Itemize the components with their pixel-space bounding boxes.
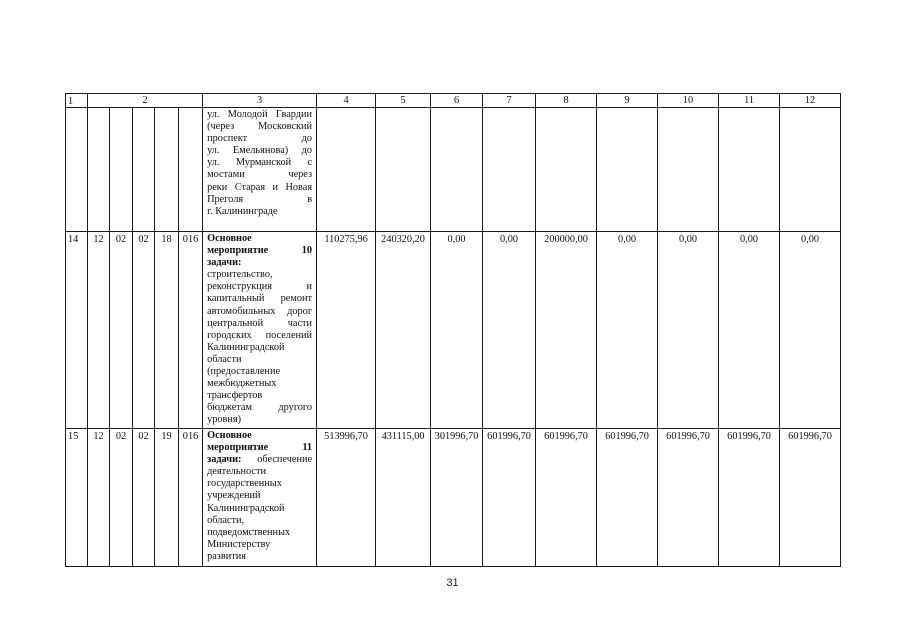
description-line: ул. Молодой Гвардии	[207, 109, 313, 120]
code-cell	[110, 108, 133, 232]
description-line: развития	[207, 550, 246, 562]
amount-cell: 601996,70	[597, 429, 658, 567]
description-line: капитальный ремонт	[207, 293, 313, 305]
header-cell: 3	[203, 94, 317, 108]
description-title-line: мероприятие 10	[207, 245, 313, 257]
header-cell: 1	[66, 94, 88, 108]
header-cell: 12	[780, 94, 841, 108]
description-line: строительство,	[207, 269, 273, 281]
amount-cell	[658, 108, 719, 232]
description-line: автомобильных дорог	[207, 305, 313, 317]
amount-cell: 200000,00	[536, 232, 597, 429]
table-row	[66, 232, 841, 429]
code-cell: 02	[110, 232, 133, 429]
code-cell: 12	[88, 232, 110, 429]
page-number: 31	[446, 577, 459, 589]
description-cell	[203, 429, 317, 567]
code-cell: 12	[88, 429, 110, 567]
amount-cell: 431115,00	[376, 429, 431, 567]
description-line: области	[207, 353, 242, 365]
description-cell	[203, 232, 317, 429]
description-title-line: Основное	[207, 430, 252, 441]
amount-cell: 240320,20	[376, 232, 431, 429]
code-cell: 02	[133, 232, 155, 429]
code-cell	[133, 108, 155, 232]
header-cell: 9	[597, 94, 658, 108]
amount-cell: 0,00	[719, 232, 780, 429]
description-line: реки Старая и Новая	[207, 181, 313, 193]
description-text: обеспечение	[257, 454, 313, 466]
description-line: государственных	[207, 478, 282, 490]
description-line: Министерству	[207, 538, 271, 550]
header-cell: 10	[658, 94, 719, 108]
amount-cell	[719, 108, 780, 232]
amount-cell	[780, 108, 841, 232]
code-cell	[179, 108, 203, 232]
amount-cell: 0,00	[597, 232, 658, 429]
budget-table	[65, 93, 841, 567]
code-cell	[155, 108, 179, 232]
description-line: ул. Мурманской с	[207, 157, 313, 169]
description-line: Преголя в	[207, 193, 313, 205]
description-line: бюджетам другого	[207, 402, 313, 414]
amount-cell: 601996,70	[483, 429, 536, 567]
description-line: (через Московский	[207, 121, 313, 133]
header-cell: 8	[536, 94, 597, 108]
amount-cell: 110275,96	[317, 232, 376, 429]
description-line: проспект до	[207, 133, 313, 145]
amount-cell: 0,00	[780, 232, 841, 429]
amount-cell: 601996,70	[780, 429, 841, 567]
code-cell: 016	[179, 429, 203, 567]
table-row	[66, 429, 841, 567]
description-line: г. Калининграде	[207, 205, 278, 217]
row-number-cell	[66, 108, 88, 232]
amount-cell: 601996,70	[719, 429, 780, 567]
code-cell: 02	[133, 429, 155, 567]
code-cell: 02	[110, 429, 133, 567]
table-row	[66, 108, 841, 232]
header-cell: 6	[431, 94, 483, 108]
header-cell: 11	[719, 94, 780, 108]
code-cell: 18	[155, 232, 179, 429]
description-line: подведомственных	[207, 526, 291, 538]
description-line: трансфертов	[207, 390, 263, 402]
description-line: городских поселений	[207, 329, 313, 341]
amount-cell	[376, 108, 431, 232]
description-line: центральной части	[207, 317, 313, 329]
description-title-line: Основное	[207, 233, 252, 244]
description-line: области,	[207, 514, 245, 526]
header-cell: 5	[376, 94, 431, 108]
description-line: деятельности	[207, 466, 267, 478]
amount-cell: 513996,70	[317, 429, 376, 567]
amount-cell: 0,00	[658, 232, 719, 429]
amount-cell: 601996,70	[536, 429, 597, 567]
description-cell	[203, 108, 317, 232]
description-line: мостами через	[207, 169, 313, 181]
table-header-row	[66, 94, 841, 108]
row-number-cell: 14	[66, 232, 88, 429]
code-cell	[88, 108, 110, 232]
description-line: учреждений	[207, 490, 261, 502]
code-cell: 19	[155, 429, 179, 567]
code-cell: 016	[179, 232, 203, 429]
description-line: реконструкция и	[207, 281, 313, 293]
description-title-text: задачи:	[207, 454, 242, 466]
amount-cell: 0,00	[483, 232, 536, 429]
description-title-line: мероприятие 11	[207, 442, 313, 454]
description-line: (предоставление	[207, 366, 281, 378]
amount-cell	[536, 108, 597, 232]
row-number-cell: 15	[66, 429, 88, 567]
description-line: уровня)	[207, 414, 242, 426]
amount-cell	[431, 108, 483, 232]
description-line: межбюджетных	[207, 378, 277, 390]
amount-cell	[317, 108, 376, 232]
header-cell: 4	[317, 94, 376, 108]
description-line: Калининградской	[207, 502, 285, 514]
description-line: Калининградской	[207, 341, 285, 353]
amount-cell: 301996,70	[431, 429, 483, 567]
header-cell: 7	[483, 94, 536, 108]
amount-cell: 601996,70	[658, 429, 719, 567]
amount-cell	[597, 108, 658, 232]
description-title-line: задачи:	[207, 257, 242, 269]
description-mixed-line	[207, 454, 312, 466]
amount-cell: 0,00	[431, 232, 483, 429]
description-line: ул. Емельянова) до	[207, 145, 313, 157]
amount-cell	[483, 108, 536, 232]
header-cell: 2	[88, 94, 203, 108]
